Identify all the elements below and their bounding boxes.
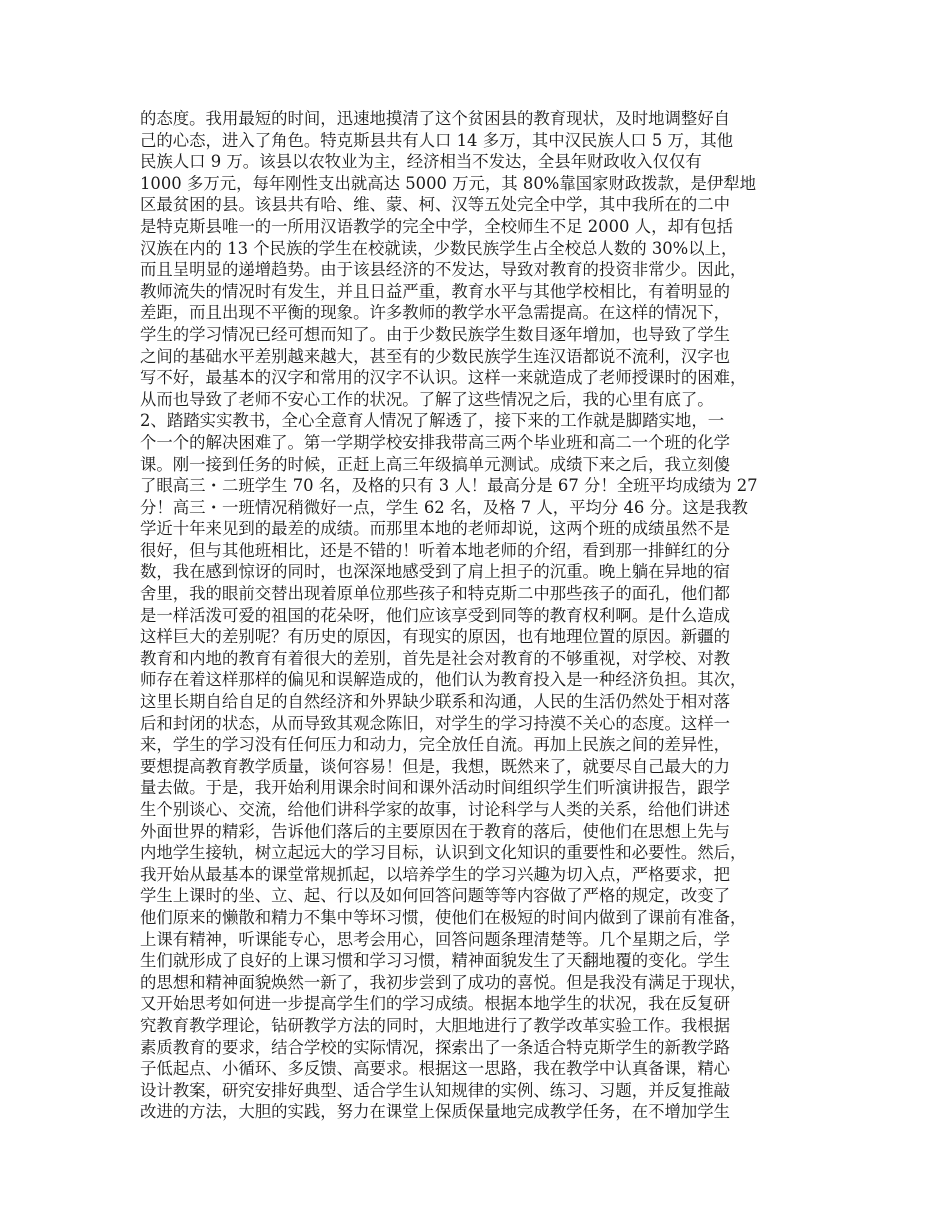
text-line: 量去做。于是，我开始利用课余时间和课外活动时间组织学生们听演讲报告，跟学 — [140, 778, 731, 798]
text-line: 数，我在感到惊讶的同时，也深深地感受到了肩上担子的沉重。晚上躺在异地的宿 — [140, 562, 731, 582]
text-line: 生个别谈心、交流，给他们讲科学家的故事，讨论科学与人类的关系，给他们讲述 — [140, 800, 731, 819]
text-line: 了眼高三・二班学生 70 名，及格的只有 3 人！最高分是 67 分！全班平均成绩为 27 — [140, 476, 758, 496]
text-line: 究教育教学理论，钻研教学方法的同时，大胆地进行了教学改革实验工作。我根据 — [140, 1015, 731, 1035]
text-line: 学近十年来见到的最差的成绩。而那里本地的老师却说，这两个班的成绩虽然不是 — [140, 519, 731, 539]
text-line: 1000 多万元，每年刚性支出就高达 5000 万元，其 80%靠国家财政拨款，是伊犁地 — [140, 173, 757, 193]
text-line: 差距，而且出现不平衡的现象。许多教师的教学水平急需提高。在这样的情况下， — [140, 303, 731, 323]
text-line: 学生的学习情况已经可想而知了。由于少数民族学生数目逐年增加，也导致了学生 — [140, 324, 731, 344]
text-line: 而且呈明显的递增趋势。由于该县经济的不发达，导致对教育的投资非常少。因此， — [140, 260, 747, 280]
text-line: 教师流失的情况时有发生，并且日益严重，教育水平与其他学校相比，有着明显的 — [140, 281, 731, 301]
text-line: 生们就形成了良好的上课习惯和学习习惯，精神面貌发生了天翻地覆的变化。学生 — [140, 951, 731, 971]
text-line: 的思想和精神面貌焕然一新了，我初步尝到了成功的喜悦。但是我没有满足于现状， — [140, 972, 747, 992]
text-line: 己的心态，进入了角色。特克斯县共有人口 14 多万，其中汉民族人口 5 万，其他 — [140, 130, 734, 150]
text-line: 外面世界的精彩，告诉他们落后的主要原因在于教育的落后，使他们在思想上先与 — [140, 821, 731, 841]
text-line: 汉族在内的 13 个民族的学生在校就读，少数民族学生占全校总人数的 30%以上， — [140, 238, 738, 258]
text-line: 来，学生的学习没有任何压力和动力，完全放任自流。再加上民族之间的差异性， — [140, 735, 731, 755]
text-line: 之间的基础水平差别越来越大，甚至有的少数民族学生连汉语都说不流利，汉字也 — [140, 346, 731, 366]
text-line: 子低起点、小循环、多反馈、高要求。根据这一思路，我在教学中认真备课，精心 — [140, 1059, 731, 1079]
text-line: 舍里，我的眼前交替出现着原单位那些孩子和特克斯二中那些孩子的面孔，他们都 — [140, 584, 731, 604]
text-line: 又开始思考如何进一步提高学生们的学习成绩。根据本地学生的状况，我在反复研 — [140, 994, 731, 1014]
text-line: 上课有精神，听课能专心，思考会用心，回答问题条理清楚等。几个星期之后，学 — [140, 929, 731, 949]
text-line: 后和封闭的状态，从而导致其观念陈旧，对学生的学习持漠不关心的态度。这样一 — [140, 713, 731, 733]
text-line: 个一个的解决困难了。第一学期学校安排我带高三两个毕业班和高二一个班的化学 — [140, 432, 731, 452]
text-line: 设计教案，研究安排好典型、适合学生认知规律的实例、练习、习题，并反复推敲 — [140, 1080, 731, 1100]
text-line: 是特克斯县唯一的一所用汉语教学的完全中学，全校师生不足 2000 人，却有包括 — [140, 216, 734, 236]
text-line: 师存在着这样那样的偏见和误解造成的，他们认为教育投入是一种经济负担。其次， — [140, 670, 747, 690]
text-line: 我开始从最基本的课堂常规抓起，以培养学生的学习兴趣为切入点，严格要求，把 — [140, 864, 731, 884]
text-line: 区最贫困的县。该县共有哈、维、蒙、柯、汉等五处完全中学，其中我所在的二中 — [140, 195, 731, 215]
text-line: 很好，但与其他班相比，还是不错的！听着本地老师的介绍，看到那一排鲜红的分 — [140, 540, 731, 560]
text-line: 写不好，最基本的汉字和常用的汉字不认识。这样一来就造成了老师授课时的困难， — [140, 368, 747, 388]
text-line: 的态度。我用最短的时间，迅速地摸清了这个贫困县的教育现状，及时地调整好自 — [140, 109, 731, 128]
text-line: 教育和内地的教育有着很大的差别，首先是社会对教育的不够重视，对学校、对教 — [140, 648, 731, 668]
text-line: 分！高三・一班情况稍微好一点，学生 62 名，及格 7 人，平均分 46 分。这是我教 — [140, 497, 748, 517]
text-line: 这里长期自给自足的自然经济和外界缺少联系和沟通，人民的生活仍然处于相对落 — [140, 692, 731, 712]
text-line: 素质教育的要求，结合学校的实际情况，探索出了一条适合特克斯学生的新教学路 — [140, 1037, 731, 1057]
text-line: 民族人口 9 万。该县以农牧业为主，经济相当不发达，全县年财政收入仅仅有 — [140, 152, 702, 172]
text-line: 学生上课时的坐、立、起、行以及如何回答问题等等内容做了严格的规定，改变了 — [140, 886, 731, 906]
text-line: 内地学生接轨，树立起远大的学习目标，认识到文化知识的重要性和必要性。然后， — [140, 843, 747, 863]
text-line: 从而也导致了老师不安心工作的状况。了解了这些情况之后，我的心里有底了。 — [140, 389, 714, 409]
text-line: 是一样活泼可爱的祖国的花朵呀，他们应该享受到同等的教育权利啊。是什么造成 — [140, 605, 731, 625]
text-line: 改进的方法，大胆的实践，努力在课堂上保质保量地完成教学任务，在不增加学生 — [140, 1102, 731, 1122]
document-page — [140, 108, 810, 1218]
text-line: 2、踏踏实实教书，全心全意育人情况了解透了，接下来的工作就是脚踏实地，一 — [140, 411, 725, 431]
text-line: 要想提高教育教学质量，谈何容易！但是，我想，既然来了，就要尽自己最大的力 — [140, 756, 731, 776]
text-line: 课。刚一接到任务的时候，正赶上高三年级搞单元测试。成绩下来之后，我立刻傻 — [140, 454, 731, 474]
text-line: 这样巨大的差别呢？有历史的原因，有现实的原因，也有地理位置的原因。新疆的 — [140, 627, 731, 647]
text-line: 他们原来的懒散和精力不集中等坏习惯，使他们在极短的时间内做到了课前有准备， — [140, 907, 747, 927]
